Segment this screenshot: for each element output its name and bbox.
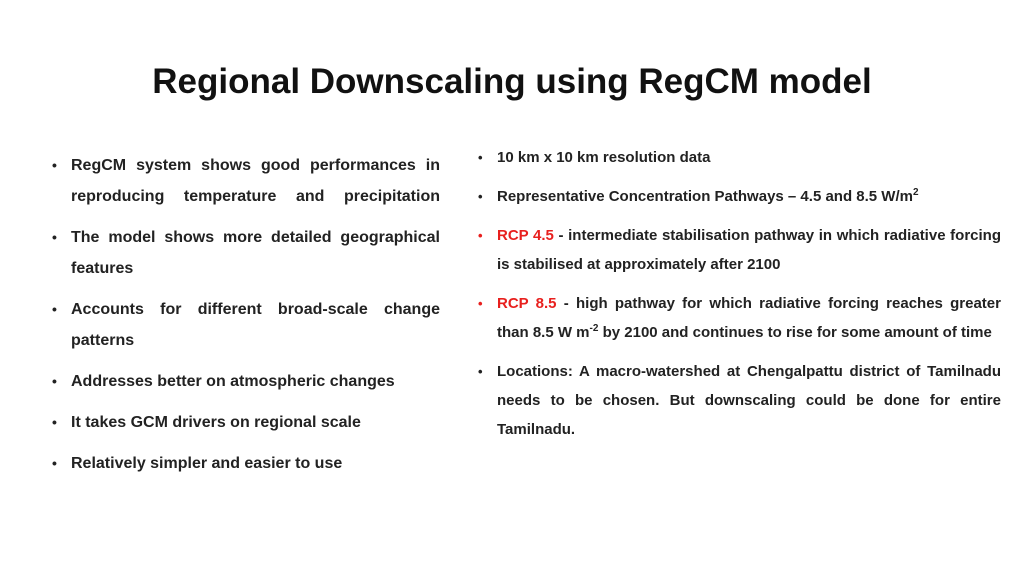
bullet-icon: • bbox=[52, 414, 57, 430]
locations-text: Locations: A macro-watershed at Chengalpattu district of Tamilnadu needs to be chosen. But downscaling could be done for entire Tamilnadu. bbox=[497, 363, 1001, 438]
list-item-text: Accounts for different broad-scale change patterns bbox=[71, 301, 440, 349]
list-item-text: Relatively simpler and easier to use bbox=[71, 455, 343, 472]
list-item-text: It takes GCM drivers on regional scale bbox=[71, 414, 361, 431]
list-item-rcp85 bbox=[478, 289, 1001, 347]
rcp-pathways-sup: 2 bbox=[912, 187, 919, 198]
list-item bbox=[52, 448, 440, 479]
rcp45-label: RCP 4.5 bbox=[497, 227, 554, 244]
rcp85-sup: -2 bbox=[589, 323, 599, 334]
left-bullet-list bbox=[52, 150, 440, 489]
bullet-icon: • bbox=[52, 373, 57, 389]
rcp85-label: RCP 8.5 bbox=[497, 295, 557, 312]
right-bullet-list bbox=[478, 143, 1001, 454]
bullet-icon: • bbox=[52, 157, 57, 173]
bullet-icon: • bbox=[52, 301, 57, 317]
rcp85-text-before: - high pathway for which radiative forcing reaches greater than 8.5 W m bbox=[497, 295, 1001, 341]
bullet-icon: • bbox=[478, 228, 483, 243]
list-item bbox=[52, 150, 440, 212]
list-item-locations bbox=[478, 357, 1001, 444]
bullet-icon: • bbox=[478, 296, 483, 311]
slide-title: Regional Downscaling using RegCM model bbox=[152, 62, 872, 101]
resolution-text: 10 km x 10 km resolution data bbox=[497, 149, 711, 166]
bullet-icon: • bbox=[52, 455, 57, 471]
list-item bbox=[52, 294, 440, 356]
list-item-rcp-pathways bbox=[478, 182, 1001, 211]
rcp45-text: - intermediate stabilisation pathway in which radiative forcing is stabilised at approximately after 2100 bbox=[497, 227, 1001, 273]
bullet-icon: • bbox=[52, 229, 57, 245]
bullet-icon: • bbox=[478, 150, 483, 165]
list-item-text: RegCM system shows good performances in reproducing temperature and precipitation bbox=[71, 157, 440, 205]
list-item-rcp45 bbox=[478, 221, 1001, 279]
list-item-resolution bbox=[478, 143, 1001, 172]
rcp85-text-after: by 2100 and continues to rise for some amount of time bbox=[598, 324, 992, 341]
list-item bbox=[52, 366, 440, 397]
list-item bbox=[52, 407, 440, 438]
list-item-text: Addresses better on atmospheric changes bbox=[71, 373, 395, 390]
rcp-pathways-text: Representative Concentration Pathways – 4.5 and 8.5 W/m bbox=[497, 188, 913, 205]
bullet-icon: • bbox=[478, 189, 483, 204]
list-item bbox=[52, 222, 440, 284]
bullet-icon: • bbox=[478, 364, 483, 379]
list-item-text: The model shows more detailed geographical features bbox=[71, 229, 440, 277]
